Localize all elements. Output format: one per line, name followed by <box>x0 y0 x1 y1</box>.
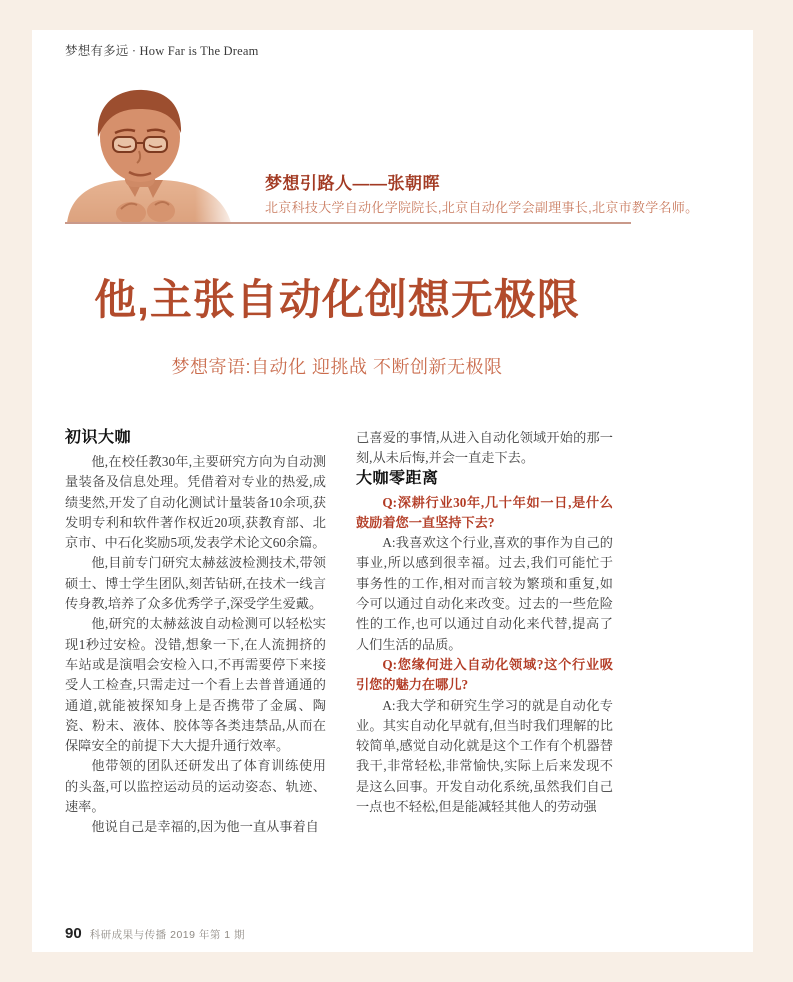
left-column-heading: 初识大咖 <box>65 429 132 446</box>
section-kicker: 梦想有多远 · How Far is The Dream <box>65 44 259 58</box>
left-column <box>65 428 326 838</box>
body-paragraph: 他说自己是幸福的,因为他一直从事着自 <box>91 819 319 835</box>
journal-issue-label: 科研成果与传播 2019 年第 1 期 <box>89 929 246 941</box>
mentor-name-heading: 梦想引路人——张朝晖 <box>265 174 440 193</box>
paper-sheet <box>32 30 753 952</box>
article-title: 他,主张自动化创想无极限 <box>94 276 580 323</box>
mentor-credentials: 北京科技大学自动化学院院长,北京自动化学会副理事长,北京市教学名师。 <box>265 200 699 215</box>
body-paragraph: 他,目前专门研究太赫兹波检测技术,带领硕士、博士学生团队,刻苦钻研,在技术一线言传身教,培养了众多优秀学子,深受学生爱戴。 <box>65 555 326 612</box>
right-column <box>356 428 613 817</box>
divider-rule <box>65 222 631 224</box>
question-paragraph: Q:深耕行业30年,几十年如一日,是什么鼓励着您一直坚持下去? <box>356 494 613 530</box>
portrait-photo <box>65 85 239 223</box>
body-paragraph-continuation: 己喜爱的事情,从进入自动化领域开始的那一刻,从未后悔,并会一直走下去。 <box>356 430 613 466</box>
portrait-photo-illustration <box>65 85 239 223</box>
body-paragraph: 他,研究的太赫兹波自动检测可以轻松实现1秒过安检。没错,想象一下,在人流拥挤的车站或是演唱会安检入口,不再需要停下来接受人工检查,只需走过一个看上去普普通通的通道,就能被探知身上是否携带了金属、陶瓷、粉末、液体、胶体等各类违禁品,从而在保障安全的前提下大大提升通行效率。 <box>65 616 326 754</box>
article-subtitle: 梦想寄语:自动化 迎挑战 不断创新无极限 <box>171 357 503 377</box>
page-footer <box>65 925 245 942</box>
body-paragraph: 他,在校任教30年,主要研究方向为自动测量装备及信息处理。凭借着对专业的热爱,成绩斐然,开发了自动化测试计量装备10余项,获发明专利和软件著作权近20项,获教育部、北京市、中石化奖励5项,发表学术论文60余篇。 <box>65 454 326 551</box>
body-paragraph: 他带领的团队还研发出了体育训练使用的头盔,可以监控运动员的运动姿态、轨迹、速率。 <box>65 758 326 815</box>
answer-paragraph: A:我喜欢这个行业,喜欢的事作为自己的事业,所以感到很幸福。过去,我们可能忙于事务性的工作,相对而言较为繁琐和重复,如今可以通过自动化来改变。过去的一些危险性的工作,也可以通过自动化来代替,提高了人们生活的品质。 <box>356 535 613 652</box>
answer-paragraph: A:我大学和研究生学习的就是自动化专业。其实自动化早就有,但当时我们理解的比较简单,感觉自动化就是这个工作有个机器替我干,非常轻松,非常愉快,实际上后来发现不是这么回事。开发自动化系统,虽然我们自己一点也不轻松,但是能减轻其他人的劳动强 <box>356 697 613 815</box>
question-paragraph: Q:您缘何进入自动化领域?这个行业吸引您的魅力在哪儿? <box>356 656 613 693</box>
page-number: 90 <box>65 925 82 942</box>
right-column-heading: 大咖零距离 <box>356 469 439 487</box>
